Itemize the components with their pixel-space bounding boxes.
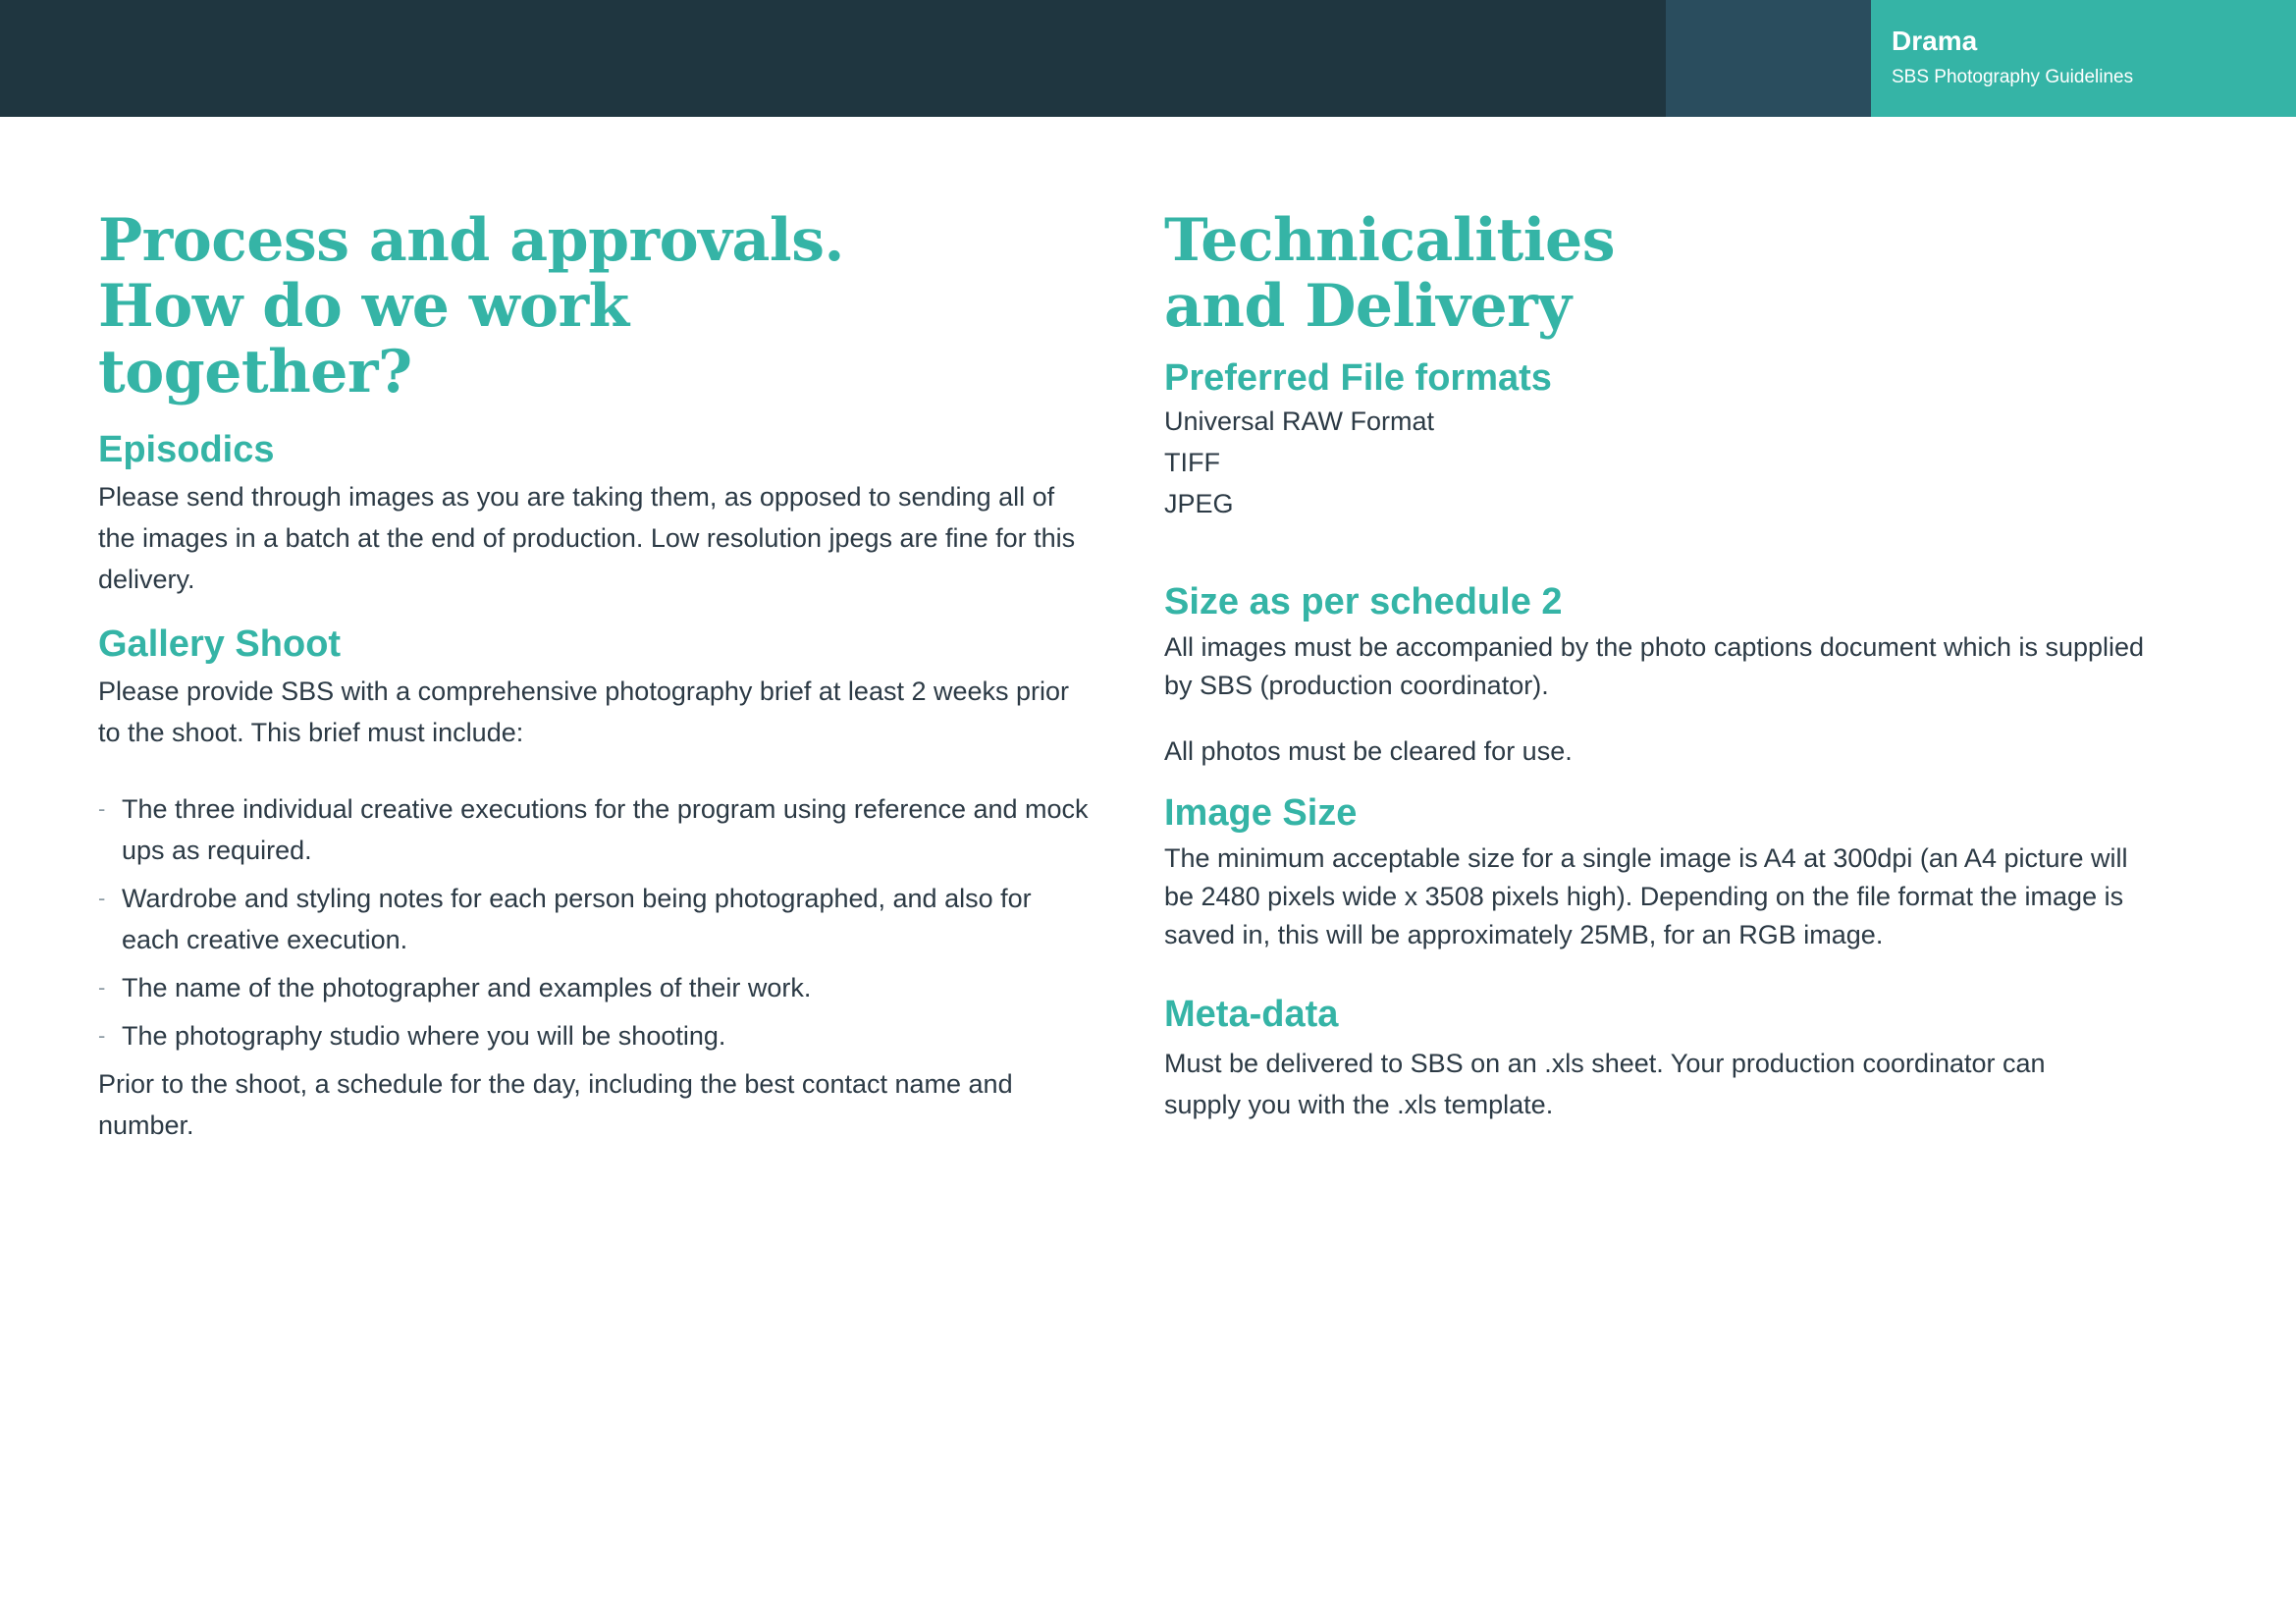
image-size-text: The minimum acceptable size for a single image is A4 at 300dpi (an A4 picture will be 2480 pixels wide x 3508 pixels high). Depending on the file format the image is saved in, this will be approximately 25MB, for an RGB image.: [1164, 843, 2128, 949]
technicalities-title-line: Technicalities: [1164, 206, 1615, 275]
list-item: [98, 878, 1095, 960]
header-mid-band: [1666, 0, 1871, 117]
schedule-note-text: Prior to the shoot, a schedule for the day, including the best contact name and number.: [98, 1069, 1013, 1140]
process-title-line: together?: [98, 338, 412, 406]
episodics-heading: Episodics: [98, 429, 275, 470]
gallery-shoot-heading: Gallery Shoot: [98, 623, 342, 665]
meta-data-heading: Meta-data: [1164, 994, 1339, 1035]
page-header: [0, 0, 2296, 117]
list-item-text: Wardrobe and styling notes for each person being photographed, and also for each creative execution.: [122, 884, 1032, 954]
process-title-line: How do we work: [98, 272, 629, 341]
process-title: [98, 208, 1095, 406]
episodics-text: Please send through images as you are taking them, as opposed to sending all of the images in a batch at the end of production. Low resolution jpegs are fine for this delivery.: [98, 482, 1076, 594]
brief-requirements-list: [98, 788, 1095, 1056]
list-item: [98, 1015, 1095, 1056]
technicalities-title-line: and Delivery: [1164, 272, 1572, 341]
image-size-heading: Image Size: [1164, 792, 1358, 834]
header-dark-band: [0, 0, 1666, 117]
section-title: Drama: [1892, 26, 1978, 56]
gallery-shoot-text: Please provide SBS with a comprehensive photography brief at least 2 weeks prior to the shoot. This brief must include:: [98, 677, 1070, 747]
captions-requirement-text: All images must be accompanied by the photo captions document which is supplied by SBS (production coordinator).: [1164, 632, 2145, 700]
list-item-text: The name of the photographer and examples of their work.: [122, 973, 812, 1002]
technicalities-title: [1164, 208, 2146, 340]
size-schedule-heading: Size as per schedule 2: [1164, 581, 1563, 623]
file-format-item: Universal RAW Format: [1164, 406, 1435, 436]
file-formats-list: [1164, 401, 2146, 524]
list-item: [98, 967, 1095, 1008]
right-column: [1164, 208, 2146, 1125]
bullet-dash: -: [98, 1023, 106, 1048]
list-item: [98, 788, 1095, 871]
document-subtitle: SBS Photography Guidelines: [1892, 67, 2134, 87]
left-column: [98, 208, 1095, 1146]
bullet-dash: -: [98, 886, 106, 910]
list-item-text: The three individual creative executions for the program using reference and mock ups as required.: [122, 794, 1089, 865]
process-title-line: Process and approvals.: [98, 206, 844, 275]
file-formats-heading: Preferred File formats: [1164, 357, 1552, 399]
list-item-text: The photography studio where you will be shooting.: [122, 1021, 726, 1051]
header-section-tab: [1871, 0, 2296, 117]
clearance-text: All photos must be cleared for use.: [1164, 736, 1573, 766]
file-format-item: JPEG: [1164, 489, 1234, 518]
meta-data-text: Must be delivered to SBS on an .xls sheet. Your production coordinator can supply you with the .xls template.: [1164, 1049, 2046, 1119]
bullet-dash: -: [98, 796, 106, 821]
bullet-dash: -: [98, 975, 106, 1000]
file-format-item: TIFF: [1164, 448, 1220, 477]
